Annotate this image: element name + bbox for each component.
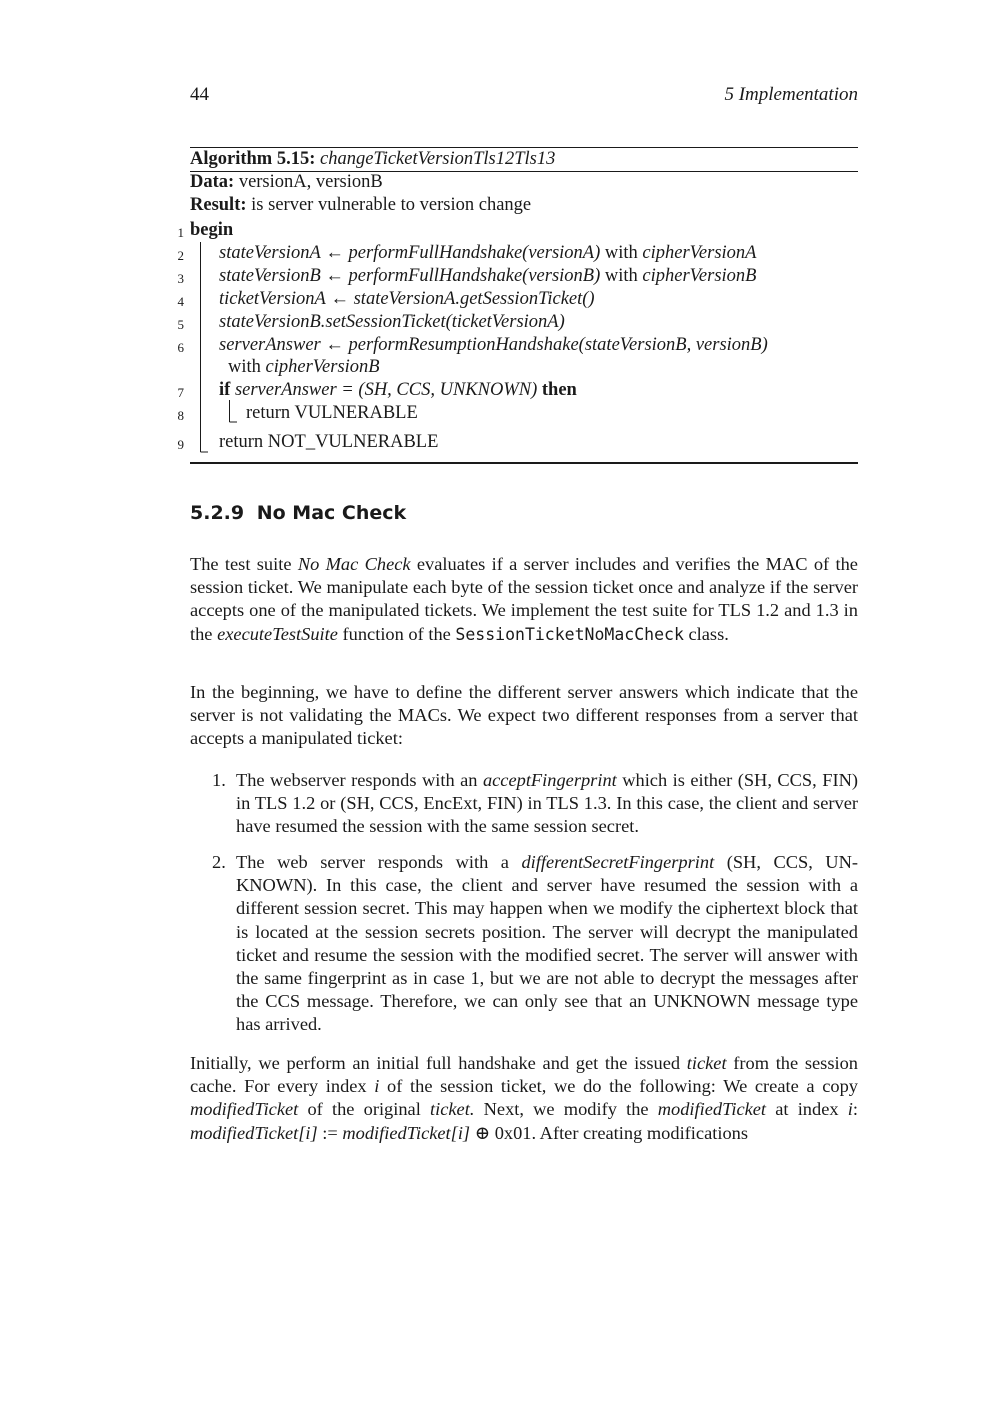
line-number: 7 (177, 385, 184, 400)
line-number: 1 (177, 225, 184, 240)
italic-term: cipherVersionB (642, 266, 757, 286)
italic-term: stateVersionA.getSessionTicket() (353, 289, 595, 309)
text-run: The web server responds with a (236, 852, 522, 872)
text-run: (SH, CCS, UNKNOWN). In this case, the client and server have resumed the session with a different session secret. This may happen when we modify the ciphertext block that is located at the session secrets position. The server will decrypt the manipulated ticket and resume the session with the modified secret. The server will answer with the same fingerprint as in case 1, but we are not able to decrypt the messages after the CCS message. Therefore, we can only see that an UNKNOWN message type has arrived. (236, 852, 858, 1035)
italic-term: ticket. (430, 1099, 475, 1120)
list-item-text (236, 851, 858, 1037)
algorithm-line (177, 379, 577, 402)
italic-term: executeTestSuite (217, 623, 338, 644)
text-run: with (600, 266, 643, 286)
text-run: which is either (SH, CCS, FIN) in TLS 1.2 or (SH, CCS, EncExt, FIN) in TLS 1.3. In this case, the client and server have resumed the session with the same session secret. (236, 770, 858, 837)
text-run: with (228, 357, 266, 377)
algorithm-line (177, 265, 757, 288)
italic-term: modifiedTicket (190, 1099, 299, 1120)
italic-term: No Mac Check (297, 554, 411, 574)
italic-term: acceptFingerprint (482, 770, 617, 790)
page-number: 44 (190, 84, 209, 105)
list-marker: 2. (212, 852, 226, 872)
algorithm-result-label: Result: (190, 195, 247, 215)
line-number: 9 (177, 437, 184, 452)
section-title: No Mac Check (256, 502, 407, 524)
text-run: return VULNERABLE (246, 403, 418, 423)
list-item-text (236, 769, 858, 839)
algorithm-line (177, 431, 439, 454)
text-run: ← (320, 266, 349, 286)
algorithm-data-label: Data: (190, 172, 235, 192)
italic-term: modifiedTicket[i] (342, 1122, 471, 1143)
text-run: ← (320, 335, 349, 355)
algorithm-name: changeTicketVersionTls12Tls13 (320, 149, 556, 169)
italic-term: ticketVersionA (219, 289, 326, 309)
paragraph-procedure (190, 1052, 858, 1145)
text-run: ← (320, 243, 349, 263)
text-run: from the session cache. For every index (190, 1053, 858, 1097)
algorithm-line (177, 311, 565, 334)
algorithm-line (177, 288, 595, 311)
italic-term: performResumptionHandshake(stateVersionB, versionB) (348, 335, 768, 355)
algorithm-line (228, 356, 380, 379)
line-number: 2 (177, 248, 184, 263)
section-number: 5.2.9 (190, 502, 245, 524)
line-number: 4 (177, 294, 184, 309)
paragraph-intro (190, 553, 858, 646)
italic-term: stateVersionB.setSessionTicket(ticketVersionA) (219, 312, 565, 332)
paragraph-responses (190, 681, 858, 751)
running-head: 5 Implementation (724, 84, 858, 105)
code-identifier: SessionTicketNoMacCheck (455, 624, 684, 644)
italic-term: modifiedTicket (657, 1099, 767, 1120)
keyword: begin (190, 220, 234, 240)
italic-term: performFullHandshake(versionA) (348, 243, 601, 263)
text-run: Next, we modify the (474, 1099, 658, 1120)
italic-term: performFullHandshake(versionB) (348, 266, 601, 286)
text-run: return NOT_VULNERABLE (219, 432, 439, 452)
text-run: function of the (337, 623, 456, 644)
italic-term: i (374, 1076, 380, 1097)
list-item (212, 851, 858, 1037)
text-run: of the original (298, 1099, 431, 1120)
text-run: The test suite (190, 554, 298, 574)
algorithm-line (177, 219, 234, 242)
page-header (190, 84, 858, 108)
keyword: if (219, 380, 231, 400)
list-marker: 1. (212, 770, 226, 790)
text-run: The webserver responds with an (236, 770, 483, 790)
text-run: ← (325, 289, 354, 309)
italic-term: stateVersionB (219, 266, 321, 286)
algorithm-label: Algorithm 5.15: (190, 149, 316, 169)
italic-term: cipherVersionB (265, 357, 380, 377)
algorithm-block (177, 147, 858, 463)
text-run: class. (683, 623, 729, 644)
text-run: of the session ticket, we do the following: We create a copy (379, 1076, 858, 1097)
text-run: In the beginning, we have to define the different server answers which indicate that the server is not validating the MACs. We expect two different responses from a server that accepts a manipulated ticket: (190, 682, 858, 749)
text-run: : (852, 1099, 858, 1120)
algorithm-line (177, 402, 418, 425)
line-number: 3 (177, 271, 184, 286)
algorithm-line (177, 334, 768, 357)
line-number: 5 (177, 317, 184, 332)
algorithm-data-value: versionA, versionB (238, 172, 383, 192)
keyword: then (541, 380, 577, 400)
text-run: at index (766, 1099, 848, 1120)
italic-term: serverAnswer = (SH, CCS, UNKNOWN) (230, 380, 542, 400)
italic-term: modifiedTicket[i] (190, 1122, 318, 1143)
text-run: ⊕ 0x01. After creating modifications (470, 1122, 749, 1143)
text-run: with (600, 243, 643, 263)
line-number: 8 (177, 408, 184, 423)
italic-term: cipherVersionA (642, 243, 757, 263)
text-run: Initially, we perform an initial full handshake and get the issued (190, 1053, 687, 1073)
italic-term: differentSecretFingerprint (521, 852, 715, 872)
italic-term: stateVersionA (219, 243, 321, 263)
algorithm-result-value: is server vulnerable to version change (251, 195, 532, 215)
italic-term: serverAnswer (219, 335, 321, 355)
italic-term: i (847, 1099, 853, 1120)
section-heading (190, 502, 406, 524)
line-number: 6 (177, 340, 184, 355)
italic-term: ticket (686, 1053, 727, 1073)
text-run: evaluates if a server includes and verifies the MAC of the session ticket. We manipulate each byte of the session ticket once and analyze if the server accepts one of the manipulated tickets. We implement the test suite for TLS 1.2 and 1.3 in the (190, 554, 858, 644)
text-run: := (317, 1122, 343, 1143)
list-item (212, 769, 858, 839)
algorithm-line (177, 242, 757, 265)
